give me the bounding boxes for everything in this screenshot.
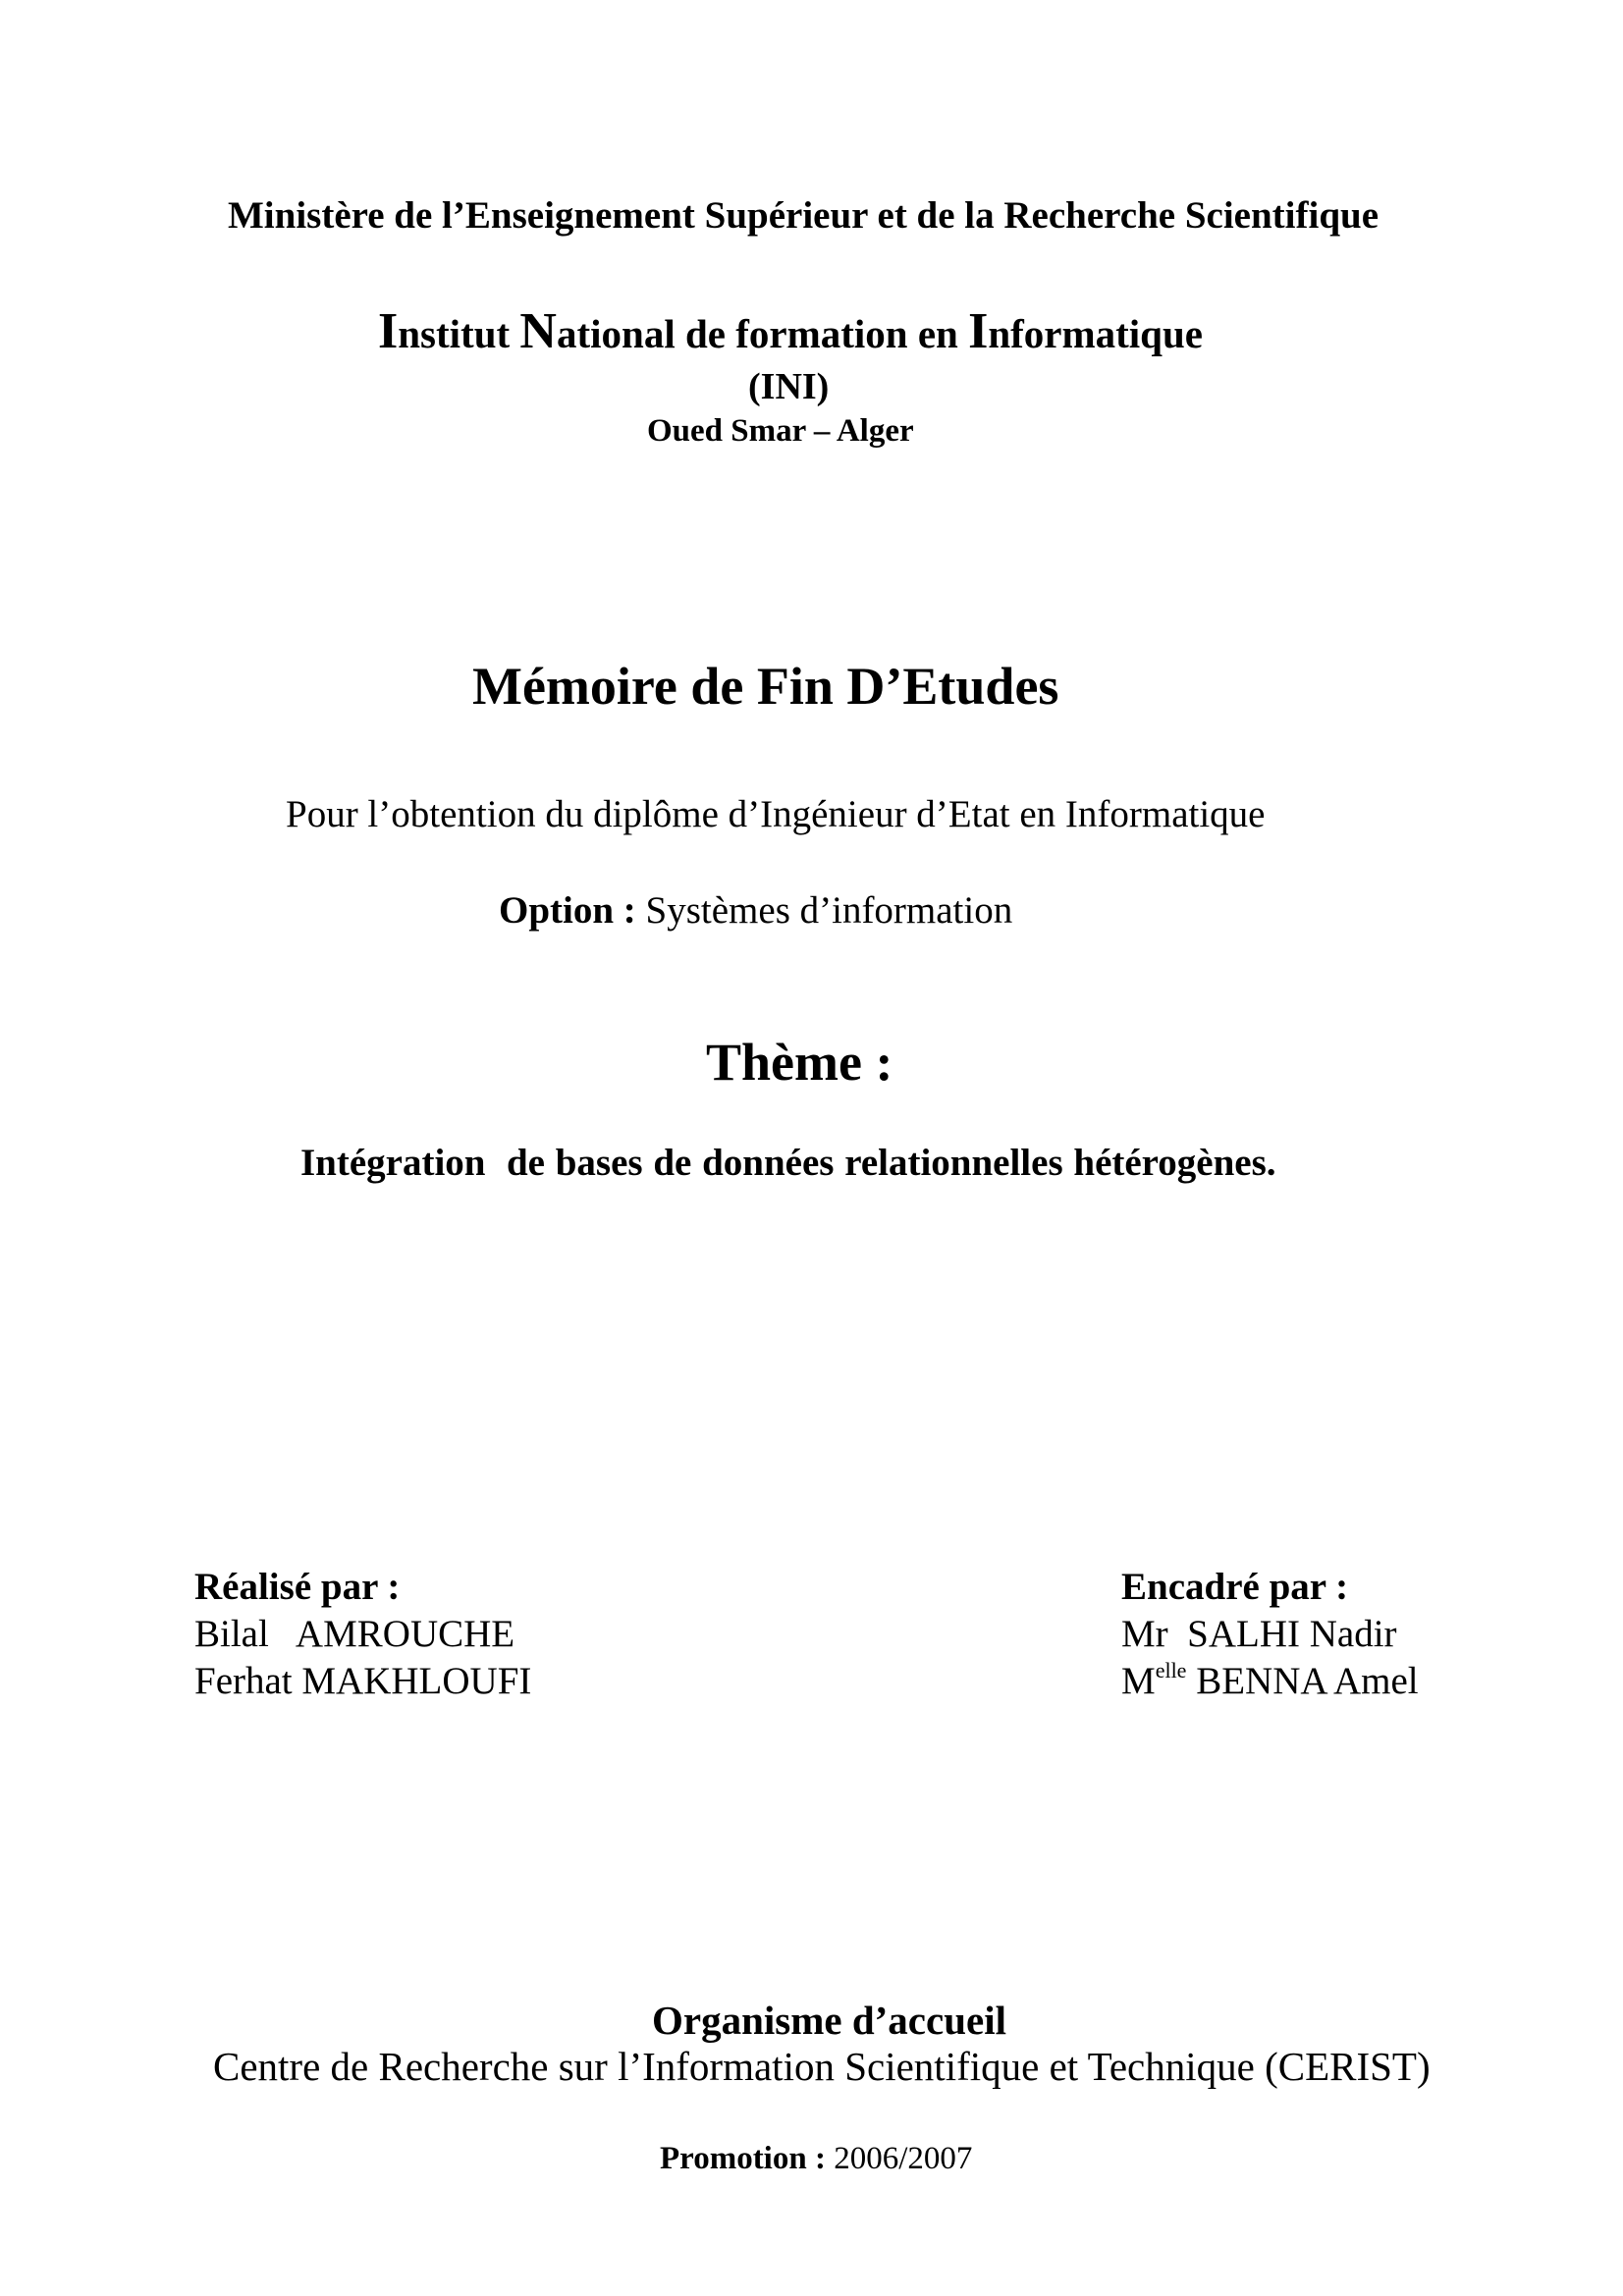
institute-location: Oued Smar – Alger <box>647 413 914 449</box>
option-line <box>499 891 1012 930</box>
author-name: Ferhat MAKHLOUFI <box>194 1660 532 1702</box>
promotion-year: 2006/2007 <box>825 2141 973 2176</box>
supervisors-heading: Encadré par : <box>1121 1566 1349 1608</box>
institute-word-3: nformatique <box>988 311 1203 356</box>
institute-initial-2: N <box>519 303 557 359</box>
authors-heading: Réalisé par : <box>194 1566 401 1608</box>
host-organization-label: Organisme d’accueil <box>652 1998 1006 2043</box>
institute-name <box>378 303 1203 359</box>
supervisor-title-prefix: M <box>1121 1660 1156 1702</box>
institute-word-1: nstitut <box>398 311 520 356</box>
theme-heading: Thème : <box>706 1033 893 1092</box>
institute-word-2: ational de formation en <box>556 311 969 356</box>
promotion-label: Promotion : <box>660 2141 826 2176</box>
host-organization-name: Centre de Recherche sur l’Information Scientifique et Technique (CERIST) <box>213 2044 1431 2089</box>
supervisor-name <box>1121 1658 1419 1705</box>
institute-acronym: (INI) <box>748 366 830 407</box>
ministry-heading: Ministère de l’Enseignement Supérieur et de la Recherche Scientifique <box>228 194 1380 237</box>
option-value: Systèmes d’information <box>635 889 1013 932</box>
authors-block <box>194 1564 531 1705</box>
diploma-purpose: Pour l’obtention du diplôme d’Ingénieur d’Etat en Informatique <box>286 793 1266 835</box>
option-label: Option : <box>499 889 636 932</box>
supervisor-title-superscript: elle <box>1155 1658 1187 1682</box>
supervisors-block <box>1121 1564 1419 1705</box>
document-type-title: Mémoire de Fin D’Etudes <box>472 657 1059 716</box>
institute-initial-1: I <box>378 303 399 359</box>
supervisor-surname: BENNA Amel <box>1186 1660 1419 1702</box>
author-name: Bilal AMROUCHE <box>194 1613 515 1655</box>
institute-initial-3: I <box>968 303 989 359</box>
supervisor-name: Mr SALHI Nadir <box>1121 1613 1397 1655</box>
theme-title: Intégration de bases de données relationnelles hétérogènes. <box>300 1142 1276 1184</box>
promotion-line <box>660 2143 972 2175</box>
